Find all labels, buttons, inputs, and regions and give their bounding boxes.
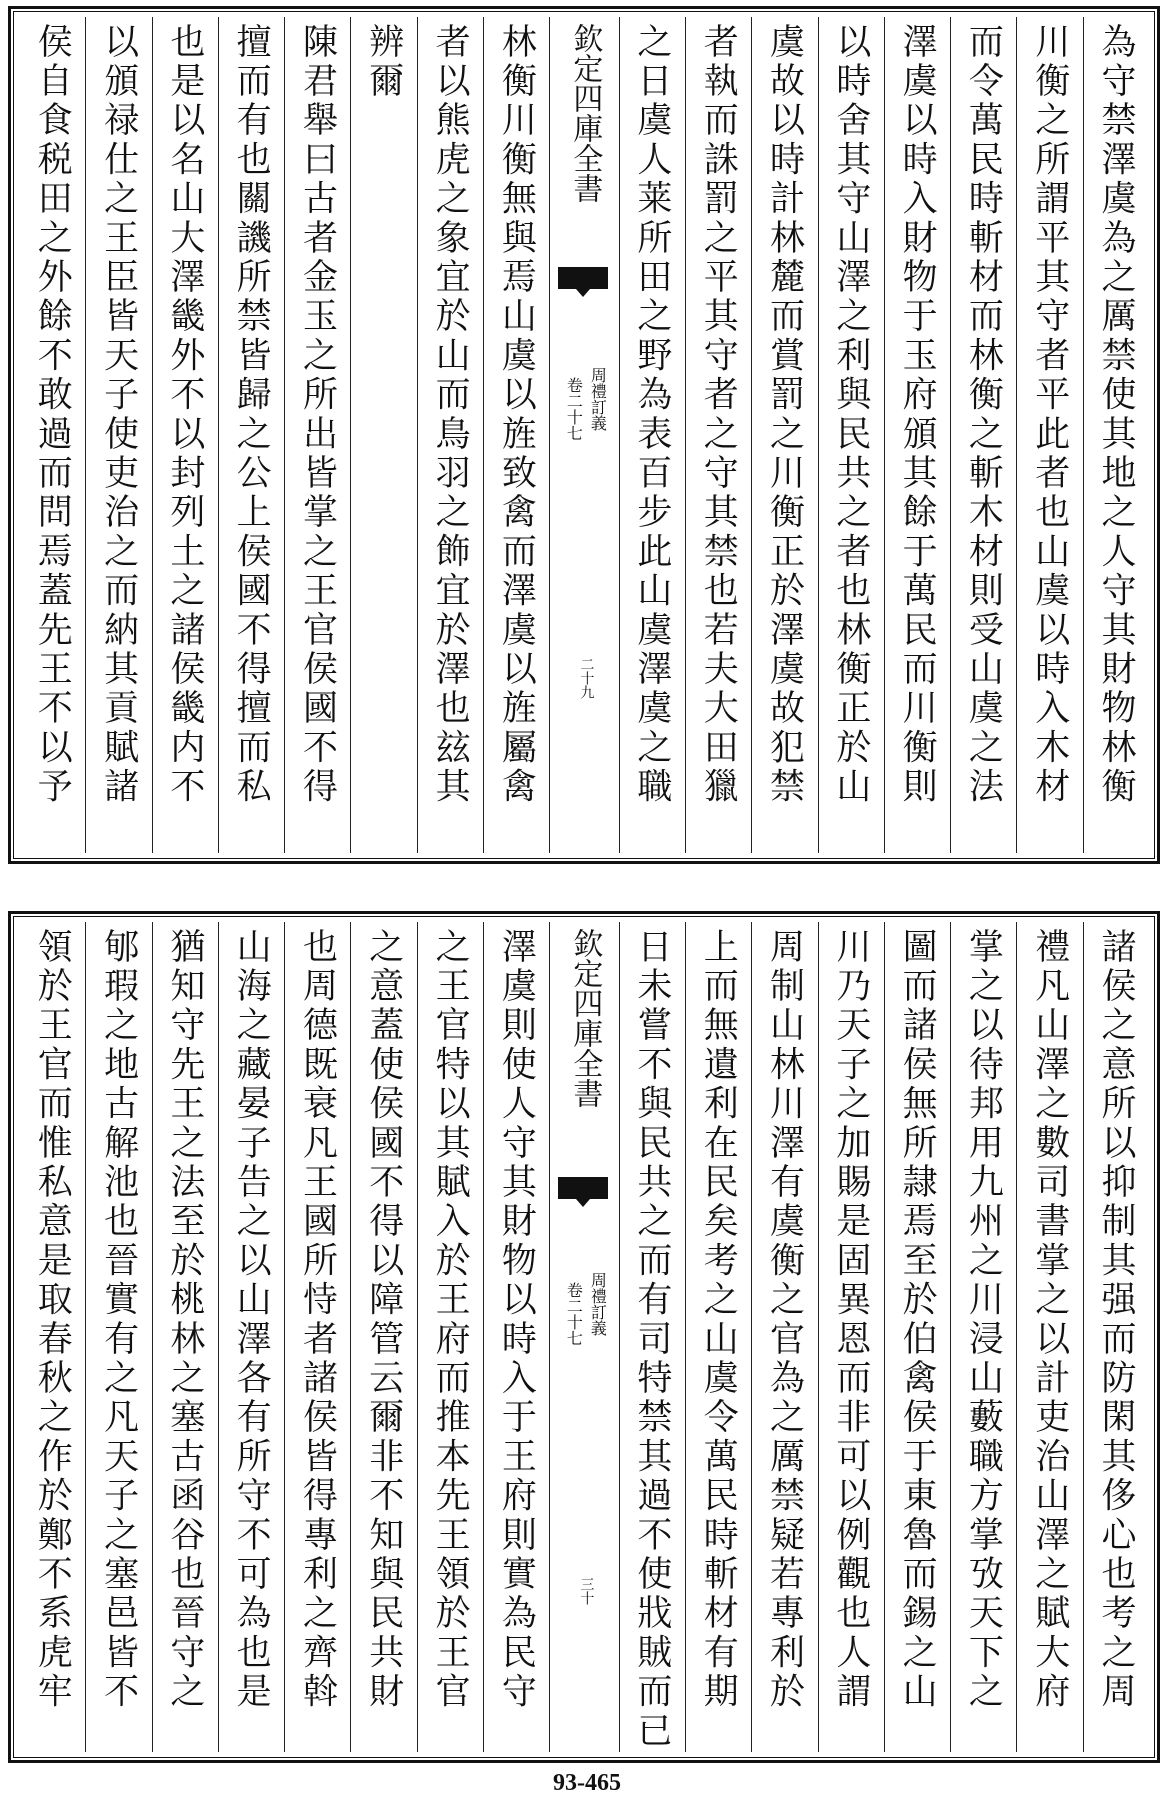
page-frame-bottom xyxy=(8,911,1160,1763)
fish-tail-mark xyxy=(558,267,608,289)
text-column: 猶知守先王之法至於桃林之塞古函谷也晉守之 xyxy=(152,922,218,1752)
text-column: 為守禁澤虞為之厲禁使其地之人守其財物林衡 xyxy=(1083,17,1149,853)
text-column: 侯自食税田之外餘不敢過而問焉蓋先王不以予 xyxy=(32,23,73,807)
text-column: 虞故以時計林麓而賞罰之川衡正於澤虞故犯禁 xyxy=(751,17,817,853)
text-column: 以頒禄仕之王臣皆天子使吏治之而納其貢賦諸 xyxy=(85,17,151,853)
sub-title: 周禮訂義 xyxy=(588,367,608,431)
volume-label: 卷二十七 xyxy=(564,377,584,441)
text-column: 諸侯之意所以抑制其强而防閑其侈心也考之周 xyxy=(1083,922,1149,1752)
text-column: 之意蓋使侯國不得以障管云爾非不知與民共財 xyxy=(350,922,416,1752)
text-column: 者以熊虎之象宜於山而鳥羽之飾宜於澤也玆其 xyxy=(417,17,483,853)
text-column: 以時舍其守山澤之利與民共之者也林衡正於山 xyxy=(818,17,884,853)
book-title: 欽定四庫全書 xyxy=(567,23,603,203)
page-number: 三十 xyxy=(578,1577,595,1605)
page-frame-top xyxy=(8,6,1160,864)
text-column: 掌之以待邦用九州之川浸山藪職方掌攷天下之 xyxy=(950,922,1016,1752)
text-column: 上而無遺利在民矣考之山虞令萬民時斬材有期 xyxy=(685,922,751,1752)
text-column: 陳君舉曰古者金玉之所出皆掌之王官侯國不得 xyxy=(284,17,350,853)
text-column: 者執而誅罰之平其守者之守其禁也若夫大田獵 xyxy=(685,17,751,853)
book-title: 欽定四庫全書 xyxy=(567,928,603,1108)
text-column: 日未嘗不與民共之而有司特禁其過不使戕賊而已 xyxy=(619,922,685,1752)
page-number: 二十九 xyxy=(578,657,595,699)
page-top xyxy=(0,0,1174,870)
text-column: 也周德既衰凡王國所恃者諸侯皆得專利之齊斡 xyxy=(284,922,350,1752)
text-column: 山海之藏晏子告之以山澤各有所守不可為也是 xyxy=(218,922,284,1752)
text-column: 之日虞人莱所田之野為表百步此山虞澤虞之職 xyxy=(619,17,685,853)
fish-tail-mark xyxy=(558,1177,608,1199)
text-column: 周制山林川澤有虞衡之官為之厲禁疑若專利於 xyxy=(751,922,817,1752)
text-column: 川衡之所謂平其守者平此者也山虞以時入木材 xyxy=(1016,17,1082,853)
text-column: 辨爾 xyxy=(350,17,416,853)
text-columns-bottom xyxy=(19,922,1149,1752)
text-column: 澤虞則使人守其財物以時入于王府則實為民守 xyxy=(483,922,549,1752)
text-column: 之王官特以其賦入於王府而推本先王領於王官 xyxy=(417,922,483,1752)
center-margin xyxy=(549,922,618,1752)
text-column: 也是以名山大澤畿外不以封列土之諸侯畿内不 xyxy=(152,17,218,853)
text-column: 圖而諸侯無所隷焉至於伯禽侯于東魯而錫之山 xyxy=(884,922,950,1752)
center-margin xyxy=(549,17,618,853)
text-column: 澤虞以時入財物于玉府頒其餘于萬民而川衡則 xyxy=(884,17,950,853)
text-column: 郇瑕之地古解池也晉實有之凡天子之塞邑皆不 xyxy=(85,922,151,1752)
text-columns-top xyxy=(19,17,1149,853)
page-bottom xyxy=(0,905,1174,1765)
text-column: 川乃天子之加賜是固異恩而非可以例觀也人謂 xyxy=(818,922,884,1752)
volume-label: 卷二十七 xyxy=(564,1282,584,1346)
text-column: 擅而有也關譏所禁皆歸之公上侯國不得擅而私 xyxy=(218,17,284,853)
text-column: 而令萬民時斬材而林衡之斬木材則受山虞之法 xyxy=(950,17,1016,853)
sub-title: 周禮訂義 xyxy=(588,1272,608,1336)
text-column: 林衡川衡無與焉山虞以旌致禽而澤虞以旌屬禽 xyxy=(483,17,549,853)
footer-page-number: 93-465 xyxy=(553,1770,621,1796)
text-column: 領於王官而惟私意是取春秋之作於鄭不系虎牢 xyxy=(32,928,73,1712)
text-column: 禮凡山澤之數司書掌之以計吏治山澤之賦大府 xyxy=(1016,922,1082,1752)
